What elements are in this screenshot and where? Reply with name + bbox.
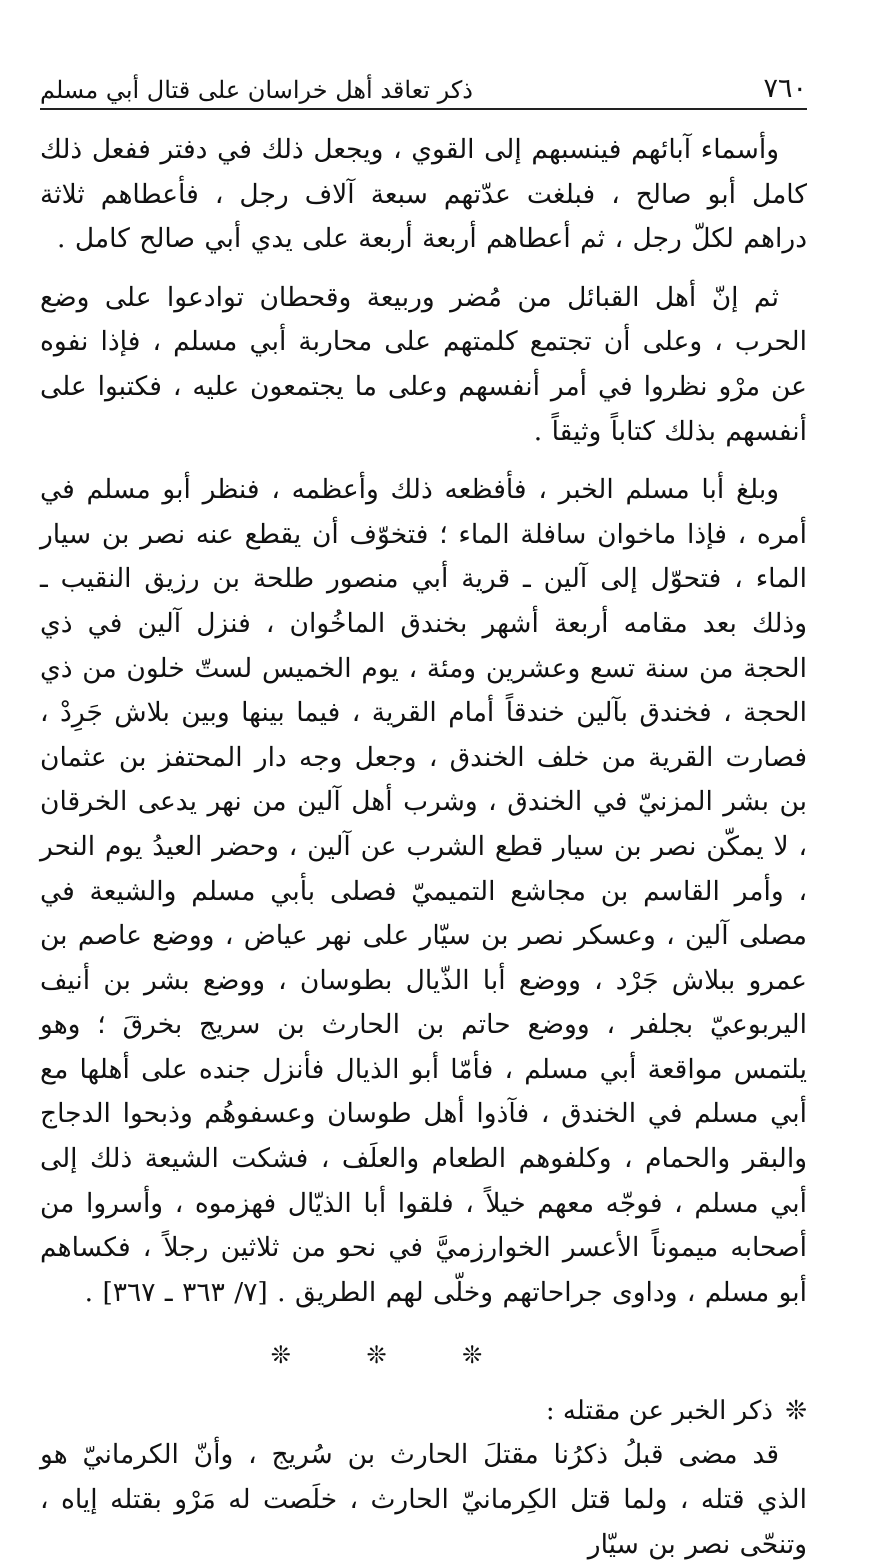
paragraph-3: وبلغ أبا مسلم الخبر ، فأفظعه ذلك وأعظمه ، فنظر أبو مسلم في أمره ، فإذا ماخوان سافلة الماء ؛ فتخوّف أن يقطع عنه نصر بن سيار الماء ، فتحوّل إلى آلين ـ قرية أبي منصور طلحة بن رزيق النقيب ـ وذلك بعد مقامه أربعة أشهر بخندق الماخُوان ، فنزل آلين في ذي الحجة من سنة تسع وعشرين ومئة ، يوم الخميس لستّ خلون من ذي الحجة ، فخندق بآلين خندقاً أمام القرية ، فيما بينها وبين بلاش جَرِدْ ، فصارت القرية من خلف الخندق ، وجعل وجه دار المحتفز بن عثمان بن بشر المزنيّ في الخندق ، وشرب أهل آلين من نهر يدعى الخرقان ، لا يمكّن نصر بن سيار قطع الشرب عن آلين ، وحضر العيدُ يوم النحر ، وأمر القاسم بن مجاشع التميميّ فصلى بأبي مسلم والشيعة في مصلى آلين ، وعسكر نصر بن سيّار على نهر عياض ، ووضع عاصم بن عمرو ببلاش جَرْد ، ووضع أبا الذّيال بطوسان ، ووضع بشر بن أنيف اليربوعيّ بجلفر ، ووضع حاتم بن الحارث بن سريج بخرقَ ؛ وهو يلتمس مواقعة أبي مسلم ، فأمّا أبو الذيال فأنزل جنده على أهلها مع أبي مسلم في الخندق ، فآذوا أهل طوسان وعسفوهُم وذبحوا الدجاج والبقر والحمام ، وكلفوهم الطعام والعلَف ، فشكت الشيعة ذلك إلى أبي مسلم ، فوجّه معهم خيلاً ، فلقوا أبا الذيّال فهزموه ، وأسروا من أصحابه ميموناً الأعسر الخوارزميَّ في نحو من ثلاثين رجلاً ، فكساهم أبو مسلم ، وداوى جراحاتهم وخلّى لهم الطريق . [٧/ ٣٦٣ ـ ٣٦٧] . — [40, 474, 807, 1308]
page-number: ٧٦٠ — [763, 73, 807, 104]
section-heading — [40, 1389, 807, 1433]
section-heading-text: ذكر الخبر عن مقتله : — [545, 1396, 773, 1427]
running-title: ذكر تعاقد أهل خراسان على قتال أبي مسلم — [40, 76, 473, 104]
section-separator: ❊ ❊ ❊ — [270, 1341, 517, 1370]
page-header — [40, 60, 807, 110]
body-text — [40, 128, 807, 1567]
paragraph-4: قد مضى قبلُ ذكرُنا مقتلَ الحارث بن سُريج ، وأنّ الكرمانيّ هو الذي قتله ، ولما قتل الكِرمانيّ الحارث ، خلَصت له مَرْو بقتله إياه ، وتنحّى نصر بن سيّار — [40, 1439, 807, 1560]
paragraph-1: وأسماء آبائهم فينسبهم إلى القوي ، ويجعل ذلك في دفتر ففعل ذلك كامل أبو صالح ، فبلغت عدّتهم سبعة آلاف رجل ، فأعطاهم ثلاثة دراهم لكلّ رجل ، ثم أعطاهم أربعة أربعة على يدي أبي صالح كامل . — [40, 134, 807, 255]
book-page — [40, 60, 807, 1560]
star-icon: ❊ — [785, 1396, 807, 1427]
paragraph-2: ثم إنّ أهل القبائل من مُضر وربيعة وقحطان توادعوا على وضع الحرب ، وعلى أن تجتمع كلمتهم على محاربة أبي مسلم ، فإذا نفوه عن مرْو نظروا في أمر أنفسهم وعلى ما يجتمعون عليه ، فكتبوا على أنفسهم بذلك كتاباً وثيقاً . — [40, 281, 807, 447]
